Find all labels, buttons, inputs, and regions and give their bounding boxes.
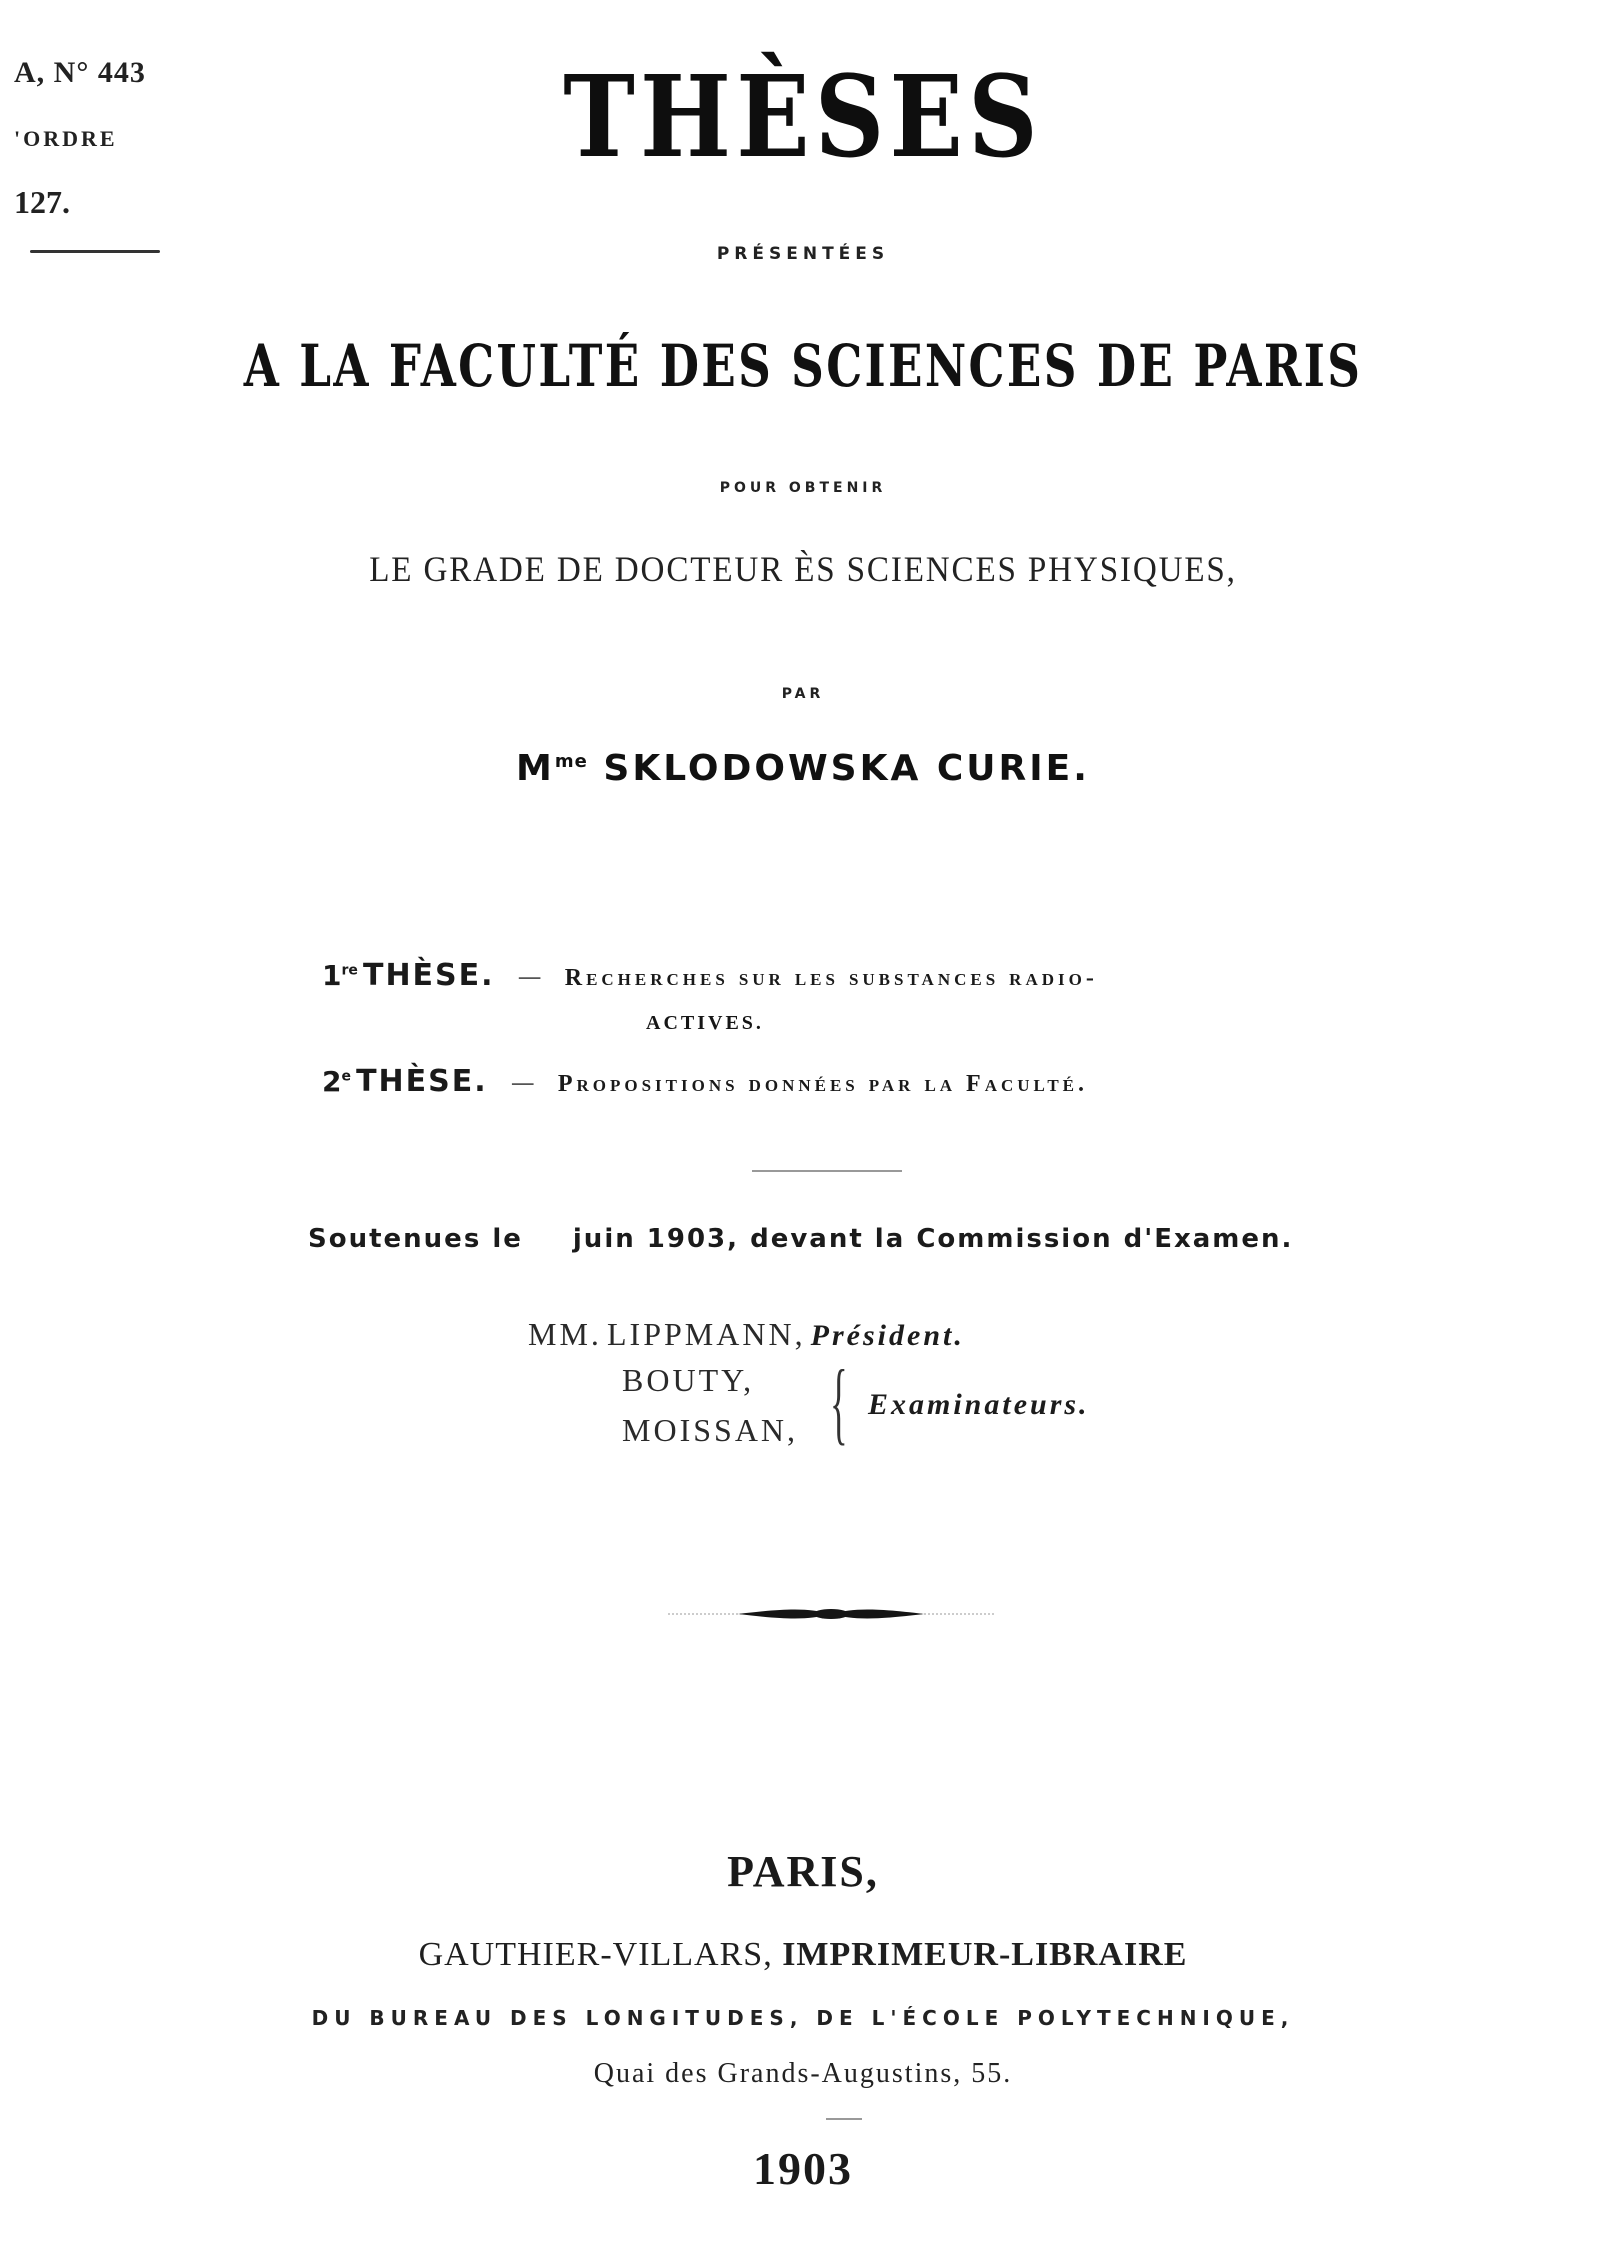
imprint-address: Quai des Grands-Augustins, 55. (593, 2058, 1013, 2089)
jury-prefix: MM. (528, 1316, 602, 1352)
imprint-printer (0, 1936, 1606, 1974)
presentees-label: PRÉSENTÉES (716, 244, 890, 264)
catalogue-order-label: 'ORDRE (14, 126, 118, 151)
jury-president-name: LIPPMANN, (607, 1316, 806, 1352)
defense-after: juin 1903, devant la Commission d'Examen. (572, 1224, 1294, 1254)
printer-role: IMPRIMEUR-LIBRAIRE (782, 1936, 1188, 1973)
these-1-continuation: ACTIVES. (646, 1012, 764, 1034)
defense-date-line (308, 1224, 1293, 1254)
faculty-heading: A LA FACULTÉ DES SCIENCES DE PARIS (243, 332, 1363, 400)
printer-name: GAUTHIER-VILLARS, (418, 1936, 773, 1973)
catalogue-order-number: 127. (14, 184, 70, 220)
imprint-divider (826, 2118, 862, 2120)
author-prefix-sup: me (554, 751, 588, 772)
section-divider (752, 1170, 902, 1172)
these-2-title: Propositions données par la Faculté. (557, 1071, 1088, 1097)
these-1-word: THÈSE. (362, 958, 495, 993)
page-title: THÈSES (563, 52, 1043, 183)
jury-president-role: Président. (810, 1319, 965, 1352)
jury-president-line (528, 1316, 965, 1353)
defense-before: Soutenues le (308, 1224, 523, 1254)
par-label: PAR (781, 686, 825, 702)
jury-examiners-role: Examinateurs. (868, 1388, 1090, 1421)
author-surname: SKLODOWSKA CURIE. (603, 748, 1090, 789)
these-1-line (322, 958, 1098, 993)
author-name (0, 748, 1606, 789)
examiners-brace: { (830, 1351, 848, 1453)
fleuron-ornament (668, 1606, 994, 1622)
degree-heading: LE GRADE DE DOCTEUR ÈS SCIENCES PHYSIQUES, (369, 549, 1237, 589)
these-2-word: THÈSE. (356, 1064, 488, 1099)
pour-obtenir-label: POUR OBTENIR (719, 480, 887, 496)
these-2-line (322, 1064, 1088, 1099)
these-2-dash: — (510, 1069, 535, 1097)
these-1-dash: — (517, 963, 542, 991)
jury-examiner-1: BOUTY, (622, 1362, 755, 1398)
author-prefix: M (516, 748, 555, 789)
these-1-number: 1re (322, 959, 358, 992)
imprint-bureau: DU BUREAU DES LONGITUDES, DE L'ÉCOLE POLYTECHNIQUE, (311, 2006, 1295, 2030)
jury-examiner-2: MOISSAN, (622, 1412, 799, 1448)
imprint-year: 1903 (753, 2143, 853, 2194)
catalogue-number: A, N° 443 (14, 56, 146, 89)
these-2-number: 2e (322, 1065, 351, 1098)
imprint-city: PARIS, (727, 1847, 879, 1896)
these-1-title: Recherches sur les substances radio- (564, 965, 1098, 991)
